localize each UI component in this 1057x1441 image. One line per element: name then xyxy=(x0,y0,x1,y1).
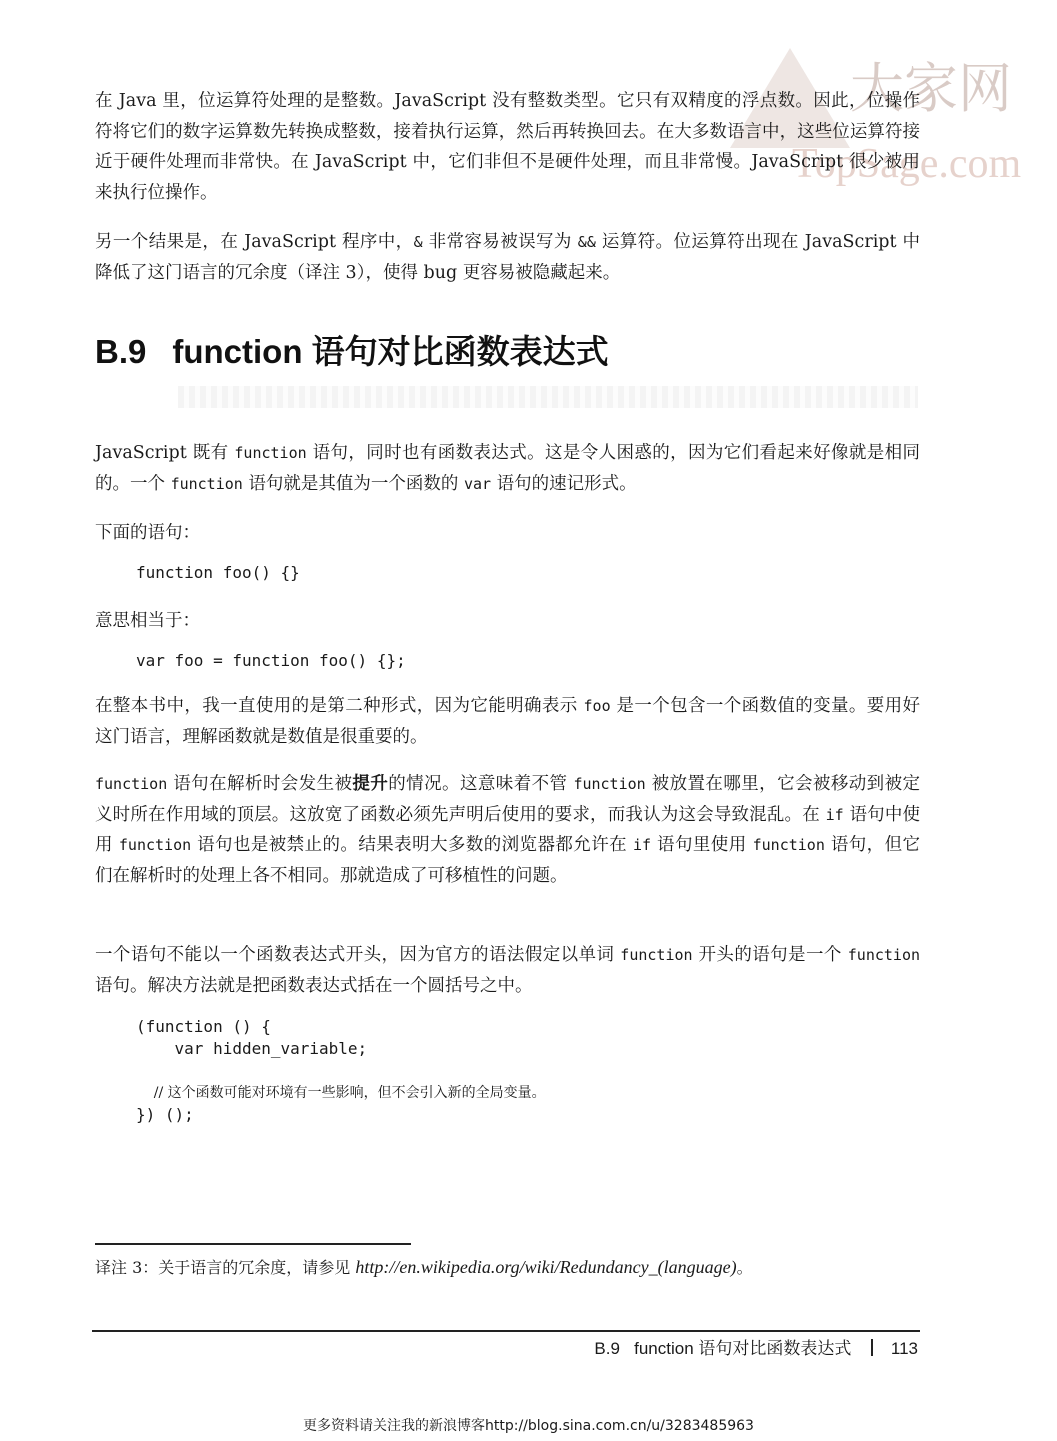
code-line-iife-open: (function () { xyxy=(136,1017,271,1036)
text: 运算符。位运算符出现在 JavaScript 中降低了这门语言的冗余度（译注 3），使得 bug 更容易被隐藏起来。 xyxy=(95,232,920,283)
bleed-through-text xyxy=(178,386,918,408)
text: 语句的速记形式。 xyxy=(491,473,637,494)
inline-code: foo xyxy=(583,697,611,715)
text: 是一个包含一个函数值的变量。要用好这门语言，理解函数就是数值是很重要的。 xyxy=(95,696,921,747)
section-number: B.9 xyxy=(95,333,147,370)
code-line-iife-close: }) (); xyxy=(136,1105,194,1124)
footer-separator xyxy=(871,1339,873,1356)
footnote-url: http://en.wikipedia.org/wiki/Redundancy_(language) xyxy=(355,1257,737,1277)
code-block-function-statement: function foo() {} xyxy=(136,563,300,582)
footnote-end: 。 xyxy=(736,1258,753,1277)
text: 开头的语句是一个 xyxy=(692,945,848,965)
paragraph-equivalent: 意思相当于： xyxy=(95,611,200,631)
watermark-site-text: TopSage.com xyxy=(792,141,1022,187)
inline-code: var xyxy=(463,474,492,493)
inline-code: function xyxy=(620,946,693,964)
bold-term: 提升 xyxy=(352,774,389,794)
text: 语句中使用 xyxy=(95,804,921,855)
text: 的情况。这意味着不管 xyxy=(388,774,574,794)
footer-section-number: B.9 xyxy=(594,1339,620,1358)
watermark-logo-text: 大家网 xyxy=(850,57,1012,120)
section-title: function 语句对比函数表达式 xyxy=(172,333,609,370)
footnote-divider xyxy=(95,1243,411,1245)
footer-divider xyxy=(92,1330,920,1332)
text: JavaScript 既有 xyxy=(95,443,235,463)
paragraph-second-form xyxy=(95,691,920,752)
paragraph-expression-start xyxy=(95,940,920,1001)
inline-code: function xyxy=(95,775,168,793)
text: 另一个结果是，在 JavaScript 程序中， xyxy=(95,232,414,252)
text: 语句，同时也有函数表达式。这是令人困惑的，因为它们看起来好像就是相同的。一个 xyxy=(95,443,920,494)
text: 语句也是被禁止的。结果表明大多数的浏览器都允许在 xyxy=(191,835,634,855)
footnote-label: 译注 3：关于语言的冗余度，请参见 xyxy=(95,1258,356,1277)
paragraph-hoisting xyxy=(95,769,920,891)
blog-note: 更多资料请关注我的新浪博客http://blog.sina.com.cn/u/3283485963 xyxy=(303,1418,754,1434)
inline-code: if xyxy=(825,805,844,824)
text: 在整本书中，我一直使用的是第二种形式，因为它能明确表示 xyxy=(95,696,584,716)
page-number: 113 xyxy=(890,1339,918,1358)
text: 语句。解决方法就是把函数表达式括在一个圆括号之中。 xyxy=(95,975,533,996)
inline-code: if xyxy=(633,836,652,854)
inline-code: function xyxy=(118,836,192,854)
paragraph-function-intro xyxy=(95,438,920,499)
inline-code: function xyxy=(170,474,243,493)
code-line-hidden-variable: var hidden_variable; xyxy=(136,1039,368,1058)
section-heading xyxy=(95,330,609,374)
inline-code: function xyxy=(234,444,307,462)
text: 一个语句不能以一个函数表达式开头，因为官方的语法假定以单词 xyxy=(95,945,621,965)
text: 非常容易被误写为 xyxy=(422,232,578,252)
inline-code: & xyxy=(413,233,423,251)
code-line-comment: // 这个函数可能对环境有一些影响，但不会引入新的全局变量。 xyxy=(136,1085,546,1101)
text: 语句在解析时会发生被 xyxy=(167,774,353,794)
inline-code: function xyxy=(573,775,646,793)
text: 被放置在哪里，它会被移动到被定义时所在作用域的顶层。这放宽了函数必须先声明后使用的要求，而我认为这会导致混乱。在 xyxy=(95,774,921,825)
footnote xyxy=(95,1254,753,1281)
footer-section-title: function 语句对比函数表达式 xyxy=(634,1339,852,1358)
paragraph-following-statement: 下面的语句： xyxy=(95,523,200,543)
paragraph-bitwise-consequence xyxy=(95,227,920,288)
paragraph-bitwise-java: 在 Java 里，位运算符处理的是整数。JavaScript 没有整数类型。它只有双精度的浮点数。因此，位操作符将它们的数字运算数先转换成整数，接着执行运算，然后再转换回去。在大多数语言中，这些位运算符接近于硬件处理而非常快。在 JavaScript 中，它们非但不是硬件处理，而且非常慢。JavaScript 很少被用来执行位操作。 xyxy=(95,91,920,203)
inline-code: function xyxy=(752,836,825,854)
code-block-var-function: var foo = function foo() {}; xyxy=(136,651,406,670)
text: 语句就是其值为一个函数的 xyxy=(242,473,464,494)
inline-code: function xyxy=(847,946,921,964)
text: 语句，但它们在解析时的处理上各不相同。那就造成了可移植性的问题。 xyxy=(95,835,920,886)
inline-code: && xyxy=(577,233,596,251)
running-footer xyxy=(92,1336,918,1362)
text: 语句里使用 xyxy=(651,835,753,855)
